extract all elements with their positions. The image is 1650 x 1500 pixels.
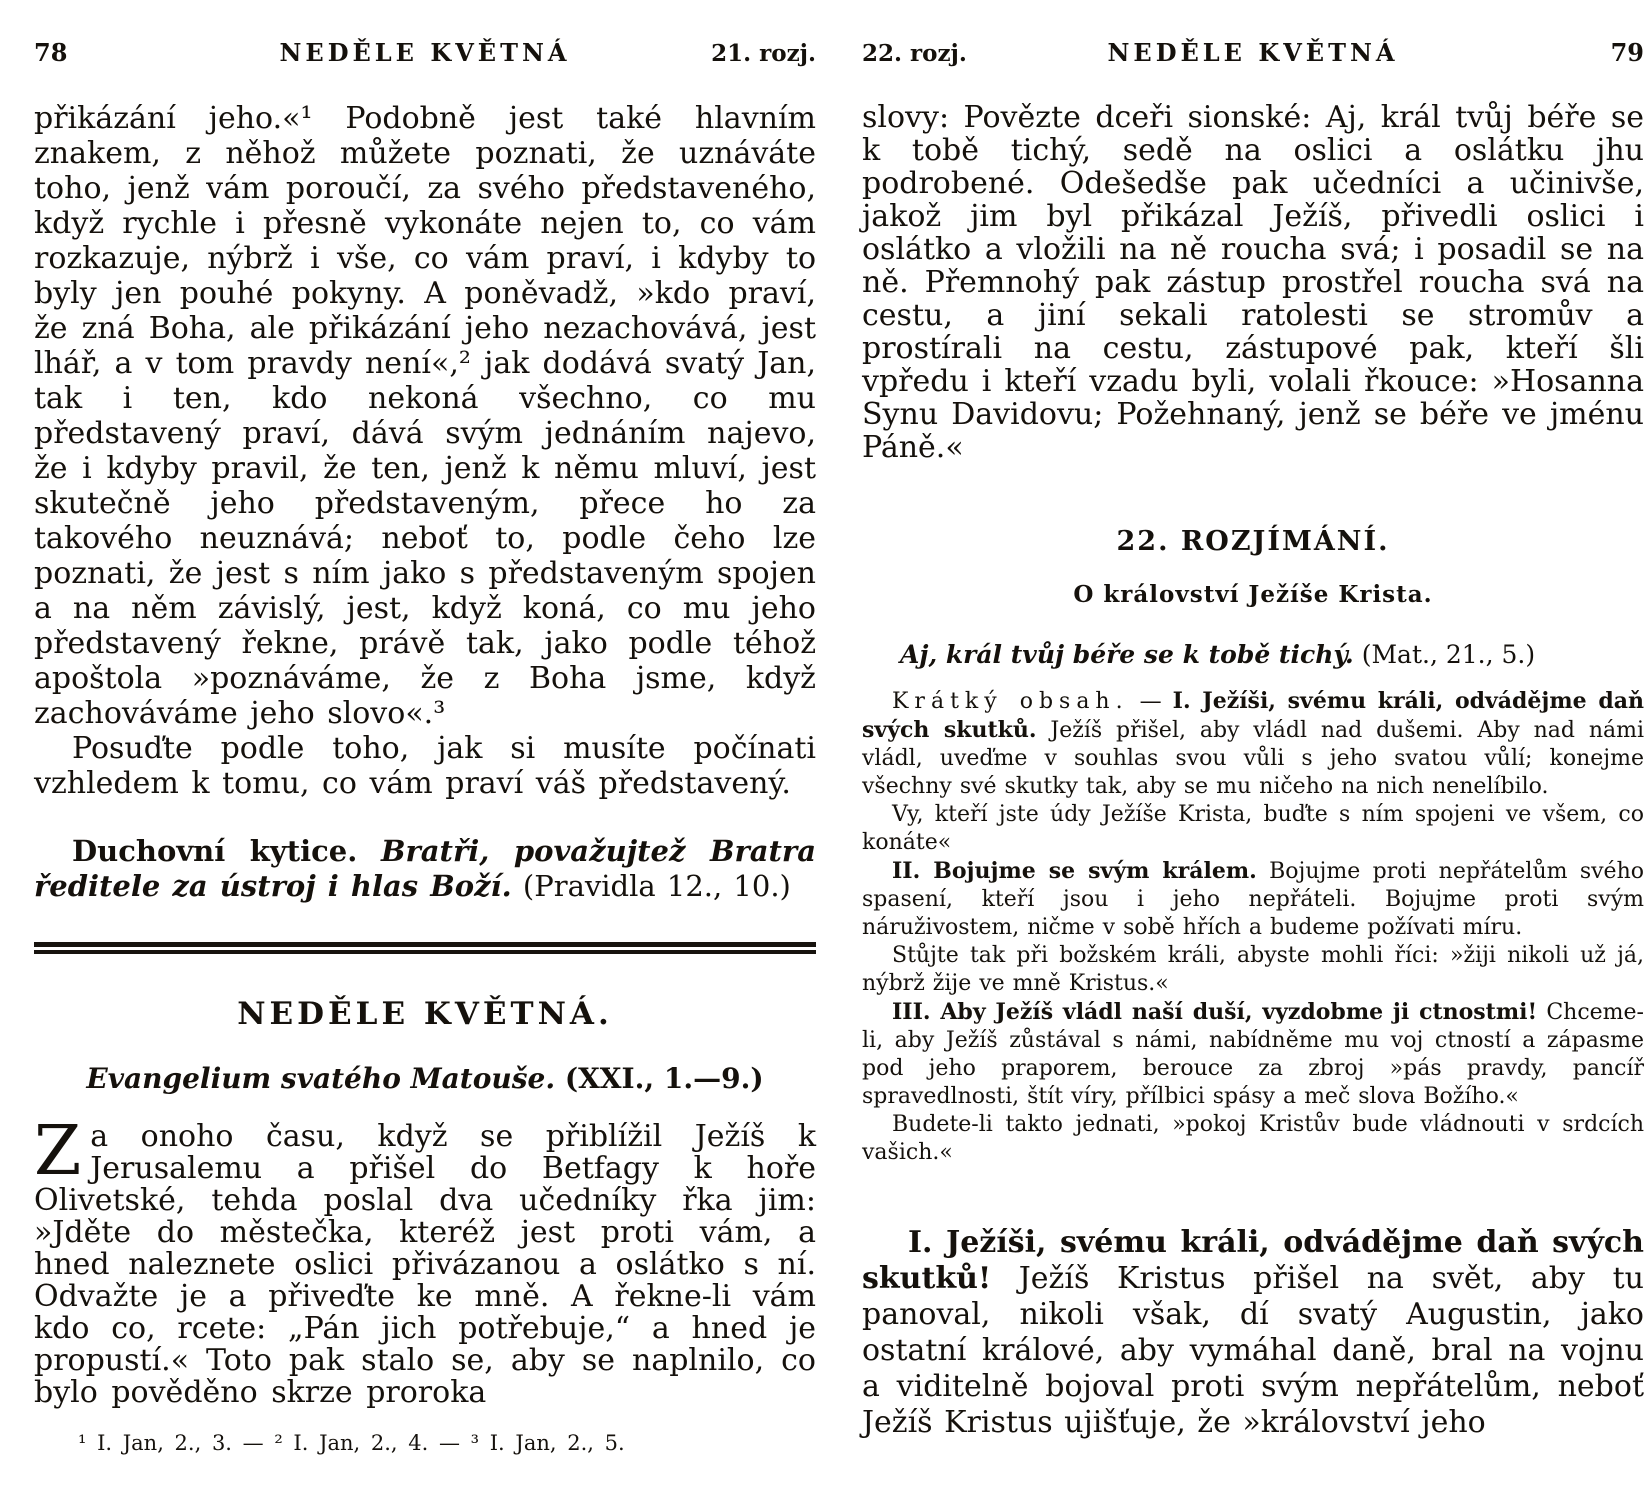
bouquet-quote: Bratři, považujtež Bratra ředitele za ústroj i hlas Boží. <box>34 834 816 903</box>
summary-point-1-text: Ježíš přišel, aby vládl nad dušemi. Aby nad námi vládl, uveďme v souhlas svou vůli s jeho svatou vůlí; konejme všechny své skutky tak, aby se mu ničeho na nich nenelíbilo. <box>862 718 1645 799</box>
meditation-ref-right: 22. rozj. <box>862 40 967 67</box>
page-78 <box>34 38 816 1500</box>
meditation-body <box>862 1225 1644 1441</box>
paragraph-judge: Posuďte podle toho, jak si musíte počínati vzhledem k tomu, co vám praví váš představený. <box>34 731 816 801</box>
meditation-ref-left: 21. rozj. <box>711 40 816 67</box>
summary-point-2-text: Bojujme proti nepřátelům svého spasení, kteří jsou i jeho nepřáteli. Bojujme proti svým náruživostem, ničme v sobě hřích a budeme požívati míru. <box>862 859 1644 940</box>
summary-point-1-quote: Vy, kteří jste údy Ježíše Krista, buďte s ním spojeni ve všem, co konáte« <box>862 802 1644 855</box>
bouquet-reference: (Pravidla 12., 10.) <box>522 869 791 903</box>
spiritual-bouquet <box>34 834 816 904</box>
page-78-running-head <box>34 38 816 67</box>
body-point-1-text: Ježíš Kristus přišel na svět, aby tu panoval, nikoli však, dí svatý Augustin, jako ostatní králové, aby vymáhal daně, bral na vojnu a viditelně bojoval proti svým nepřátelům, neboť Ježíš Kristus ujišťuje, že »království jeho <box>862 1261 1644 1440</box>
summary-closing: Budete-li takto jednati, »pokoj Kristův bude vládnouti v srdcích vašich.« <box>862 1112 1644 1165</box>
meditation-heading: 22. ROZJÍMÁNÍ. <box>1116 526 1390 557</box>
meditation-subject: O království Ježíše Krista. <box>1073 581 1433 608</box>
gospel-paragraph <box>34 1112 816 1410</box>
section-subtitle <box>34 1062 816 1095</box>
running-title-left: NEDĚLE KVĚTNÁ <box>279 38 571 67</box>
summary-point-1-title: I. Ježíši, svému králi, odvádějme daň svých skutků. <box>862 688 1644 743</box>
gospel-text: a onoho času, když se přiblížil Ježíš k Jerusalemu a přišel do Betfagy k hoře Olivetské, tehda poslal dva učedníky řka jim: »Jděte do městečka, kteréž jest proti vám, a hned naleznete oslici přivázanou a oslátko s ní. Odvažte je a přiveďte ke mně. A řekne-li vám kdo co, rcete: „Pán jich potřebuje,“ a hned je propustí.« Toto pak stalo se, aby se naplnilo, co bylo pověděno skrze proroka <box>34 1119 816 1410</box>
page-number-right: 79 <box>1610 38 1644 67</box>
page-79-running-head <box>862 38 1644 67</box>
summary-lead: Krátký obsah. <box>892 689 1129 714</box>
summary-point-3 <box>862 998 1644 1111</box>
body-point-1 <box>862 1225 1644 1441</box>
summary-point-2-title: II. Bojujme se svým králem. <box>892 858 1257 884</box>
short-summary <box>862 687 1644 1167</box>
gospel-source-reference: (XXI., 1.—9.) <box>564 1062 764 1095</box>
summary-point-2 <box>862 857 1644 942</box>
running-title-right: NEDĚLE KVĚTNÁ <box>1107 38 1399 67</box>
motto-reference: (Mat., 21., 5.) <box>1361 640 1536 669</box>
summary-point-2-quote: Stůjte tak při božském králi, abyste mohli říci: »žiji nikoli už já, nýbrž žije ve mně Kristus.« <box>862 943 1644 996</box>
footnote: ¹ I. Jan, 2., 3. — ² I. Jan, 2., 4. — ³ I. Jan, 2., 5. <box>78 1431 625 1455</box>
motto-text: Aj, král tvůj béře se k tobě tichý. <box>900 640 1354 669</box>
section-title: NEDĚLE KVĚTNÁ. <box>237 996 613 1032</box>
page-79 <box>862 38 1644 1500</box>
section-divider-rule <box>34 942 816 954</box>
summary-dash: — <box>1139 689 1162 714</box>
page-number-left: 78 <box>34 38 68 67</box>
meditation-motto <box>862 640 1644 669</box>
bouquet-lead: Duchovní kytice. <box>72 834 358 868</box>
gospel-continuation: slovy: Povězte dceři sionské: Aj, král tvůj béře se k tobě tichý, sedě na oslici a oslátku jhu podrobené. Odešedše pak učedníci a učinivše, jakož jim byl přikázal Ježíš, přivedli oslici i oslátko a vložili na ně roucha svá; i posadil se na ně. Přemnohý pak zástup prostřel roucha svá na cestu, a jiní sekali ratolesti se stromův a prostírali na cestu, zástupové pak, kteří šli vpředu i kteří vzadu byli, volali řkouce: »Hosanna Synu Davidovu; Požehnaný, jenž se béře ve jménu Páně.« <box>862 100 1644 465</box>
paragraph-obedience: přikázání jeho.«¹ Podobně jest také hlavním znakem, z něhož můžete poznati, že uznáváte toho, jenž vám poroučí, za svého představeného, když rychle i přesně vykonáte nejen to, co vám rozkazuje, nýbrž i vše, co vám praví, i kdyby to byly jen pouhé pokyny. A poněvadž, »kdo praví, že zná Boha, ale přikázání jeho nezachovává, jest lhář, a v tom pravdy není«,² jak dodává svatý Jan, tak i ten, kdo nekoná všechno, co mu představený praví, dává svým jednáním najevo, že i kdyby pravil, že ten, jenž k němu mluví, jest skutečně jeho představeným, přece ho za takového neuznává; neboť to, podle čeho lze poznati, že jest s ním jako s představeným spojen a na něm závislý, jest, když koná, co mu jeho představený řekne, právě tak, jako podle téhož apoštola »poznáváme, že z Boha jsme, když zachováváme jeho slovo«.³ <box>34 101 816 731</box>
gospel-source: Evangelium svatého Matouše. <box>86 1062 556 1095</box>
summary-point-1 <box>862 687 1644 801</box>
body-point-1-title: I. Ježíši, svému králi, odvádějme daň svých skutků! <box>862 1225 1644 1296</box>
drop-cap-initial: Z <box>34 1112 82 1191</box>
summary-point-3-title: III. Aby Ježíš vládl naší duší, vyzdobme ji ctnostmi! <box>892 999 1538 1025</box>
summary-point-3-text: Chceme-li, aby Ježíš zůstával s námi, nabídněme mu voj ctností a zápasme pod jeho praporem, berouce za zbroj »pás pravdy, pancíř spravedlnosti, štít víry, přílbici spásy a meč slova Božího.« <box>862 1000 1644 1109</box>
